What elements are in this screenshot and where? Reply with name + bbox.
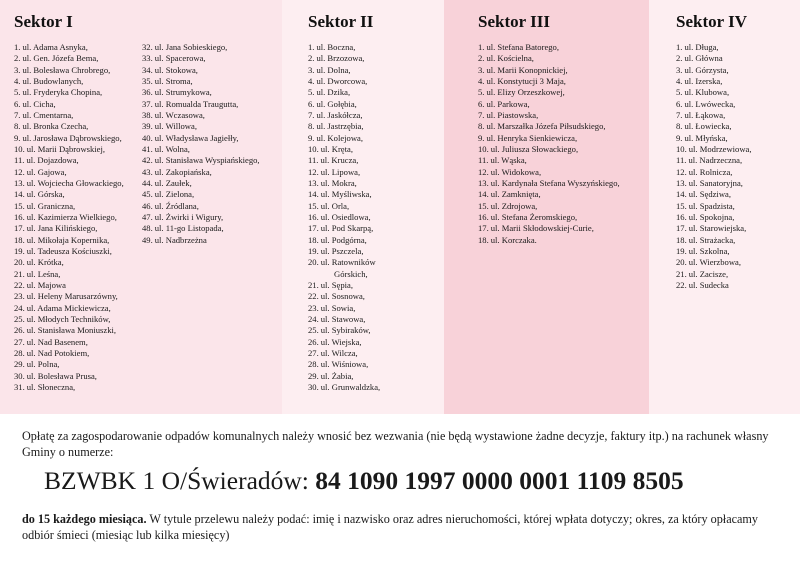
sector-3-title: Sektor III <box>478 12 550 31</box>
street-item: 20. ul. Wierzbowa, <box>676 257 741 268</box>
street-number: 41. <box>142 143 153 154</box>
street-item: 23. ul. Heleny Marusarzówny, <box>14 291 118 302</box>
street-number: 3. <box>676 64 683 75</box>
sector-4-title: Sektor IV <box>676 12 747 31</box>
street-item: 10. ul. Modrzewiowa, <box>676 143 752 154</box>
street-number: 12. <box>676 166 687 177</box>
street-number: 26. <box>14 325 25 336</box>
street-item: 12. ul. Widokowa, <box>478 166 542 177</box>
street-number: 2. <box>478 53 485 64</box>
street-item: 14. ul. Myśliwska, <box>308 189 372 200</box>
street-number: 1. <box>308 42 315 52</box>
street-number: 6. <box>478 98 485 109</box>
street-number: 8. <box>676 121 683 132</box>
street-number: 10. <box>308 143 319 154</box>
street-item: 27. ul. Nad Basenem, <box>14 336 88 347</box>
street-number: 46. <box>142 200 153 211</box>
street-item: 21. ul. Zacisze, <box>676 268 729 279</box>
sector-2-list <box>308 42 380 393</box>
street-item: 3. ul. Dolna, <box>308 64 351 75</box>
street-item: 32. ul. Jana Sobieskiego, <box>142 42 228 52</box>
street-number: 15. <box>14 200 25 211</box>
payment-instructions: Opłatę za zagospodarowanie odpadów komunalnych należy wnosić bez wezwania (nie będą wystawione żadne decyzje, faktury itp.) na rachunek własny Gminy o numerze: <box>22 429 769 459</box>
street-number: 12. <box>308 166 319 177</box>
street-item: 2. ul. Główna <box>676 53 723 64</box>
street-item: 11. ul. Krucza, <box>308 155 359 166</box>
street-item: 24. ul. Adama Mickiewicza, <box>14 302 111 313</box>
street-item: 46. ul. Źródlana, <box>142 200 199 211</box>
sector-3 <box>444 0 649 414</box>
street-item: 8. ul. Marszałka Józefa Piłsudskiego, <box>478 121 606 132</box>
street-item: 2. ul. Kościelna, <box>478 53 534 64</box>
street-item: 7. ul. Jaskółcza, <box>308 109 363 120</box>
sector-1 <box>0 0 282 414</box>
street-item: 5. ul. Fryderyka Chopina, <box>14 87 103 98</box>
account-number: 84 1090 1997 0000 0001 1109 8505 <box>315 466 684 495</box>
street-number: 7. <box>478 109 485 120</box>
street-number: 9. <box>676 132 683 143</box>
street-item: 11. ul. Dojazdowa, <box>14 155 79 166</box>
street-item: 6. ul. Gołębia, <box>308 98 357 109</box>
street-item: 26. ul. Wiejska, <box>308 336 362 347</box>
street-item: 12. ul. Lipowa, <box>308 166 361 177</box>
street-number: 4. <box>308 75 315 86</box>
street-number: 16. <box>308 211 319 222</box>
street-number: 3. <box>478 64 485 75</box>
street-item: 18. ul. Strażacka, <box>676 234 736 245</box>
sector-3-list <box>478 42 620 246</box>
street-number: 1. <box>14 42 21 52</box>
street-number: 3. <box>308 64 315 75</box>
bank-account-line <box>44 466 684 496</box>
street-item: 20. ul. Ratowników <box>308 257 376 268</box>
street-item: 28. ul. Nad Potokiem, <box>14 347 90 358</box>
street-item: 9. ul. Młyńska, <box>676 132 728 143</box>
street-number: 20. <box>14 257 25 268</box>
street-item: 18. ul. Korczaka. <box>478 234 537 245</box>
street-item: 37. ul. Romualda Traugutta, <box>142 98 239 109</box>
street-item: 9. ul. Jarosława Dąbrowskiego, <box>14 132 122 143</box>
street-number: 23. <box>308 302 319 313</box>
street-item: 22. ul. Majowa <box>14 279 66 290</box>
street-number: 5. <box>676 87 683 98</box>
street-item: 22. ul. Sosnowa, <box>308 291 365 302</box>
street-number: 32. <box>142 42 153 52</box>
street-number: 16. <box>14 211 25 222</box>
street-item: 19. ul. Tadeusza Kościuszki, <box>14 245 112 256</box>
street-number: 19. <box>676 245 687 256</box>
street-item: 48. ul. 11-go Listopada, <box>142 223 224 234</box>
street-number: 5. <box>308 87 315 98</box>
street-number: 24. <box>308 313 319 324</box>
street-item: 12. ul. Rolnicza, <box>676 166 733 177</box>
street-item: 47. ul. Żwirki i Wigury, <box>142 211 224 222</box>
street-number: 22. <box>14 279 25 290</box>
street-item: 8. ul. Bronka Czecha, <box>14 121 89 132</box>
street-number: 20. <box>308 257 319 268</box>
street-number: 14. <box>676 189 687 200</box>
street-number: 29. <box>308 370 319 381</box>
street-item: 8. ul. Jastrzębia, <box>308 121 364 132</box>
street-number: 12. <box>14 166 25 177</box>
street-number: 40. <box>142 132 153 143</box>
street-item: 6. ul. Cicha, <box>14 98 56 109</box>
street-number: 17. <box>14 223 25 234</box>
street-number: 48. <box>142 223 153 234</box>
street-item: 17. ul. Marii Skłodowskiej-Curie, <box>478 223 594 234</box>
street-item: 5. ul. Dzika, <box>308 87 351 98</box>
street-item: 30. ul. Bolesława Prusa, <box>14 370 97 381</box>
street-number: 4. <box>478 75 485 86</box>
street-number: 33. <box>142 53 153 64</box>
street-number: 25. <box>308 325 319 336</box>
street-number: 17. <box>478 223 489 234</box>
street-number: 11. <box>478 155 489 166</box>
street-item: 6. ul. Parkowa, <box>478 98 530 109</box>
street-number: 43. <box>142 166 153 177</box>
street-number: 25. <box>14 313 25 324</box>
street-number: 39. <box>142 121 153 132</box>
street-item: 9. ul. Kolejowa, <box>308 132 363 143</box>
street-number: 17. <box>308 223 319 234</box>
street-number: 9. <box>478 132 485 143</box>
street-item: 15. ul. Orla, <box>308 200 350 211</box>
street-number: 20. <box>676 257 687 268</box>
street-item: 45. ul. Zielona, <box>142 189 195 200</box>
street-item: 40. ul. Władysława Jagiełły, <box>142 132 239 143</box>
street-item: 13. ul. Mokra, <box>308 177 357 188</box>
street-item: 43. ul. Zakopiańska, <box>142 166 212 177</box>
sector-4-list <box>676 42 752 291</box>
transfer-details-text: W tytule przelewu należy podać: imię i nazwisko oraz adres nieruchomości, której wpłata dotyczy; okres, za który opłacamy odbiór śmieci (miesiąc lub kilka miesięcy) <box>22 512 758 542</box>
street-item: 4. ul. Konstytucji 3 Maja, <box>478 75 566 86</box>
bank-name: BZWBK 1 O/Świeradów: <box>44 466 316 495</box>
sector-2 <box>282 0 444 414</box>
street-number: 7. <box>14 109 21 120</box>
street-number: 11. <box>676 155 687 166</box>
street-number: 21. <box>14 268 25 279</box>
street-item: 14. ul. Górska, <box>14 189 65 200</box>
street-number: 16. <box>478 211 489 222</box>
street-number: 13. <box>308 177 319 188</box>
street-number: 9. <box>308 132 315 143</box>
street-item: 14. ul. Zamknięta, <box>478 189 541 200</box>
street-item: 16. ul. Kazimierza Wielkiego, <box>14 211 117 222</box>
street-number: 5. <box>478 87 485 98</box>
street-item: 10. ul. Marii Dąbrowskiej, <box>14 143 106 154</box>
street-item: 38. ul. Wczasowa, <box>142 109 205 120</box>
street-item: 31. ul. Słoneczna, <box>14 381 76 392</box>
street-number: 26. <box>308 336 319 347</box>
street-item: 35. ul. Stroma, <box>142 75 193 86</box>
street-item: 15. ul. Zdrojowa, <box>478 200 538 211</box>
street-number: 8. <box>308 121 315 132</box>
street-number: 13. <box>478 177 489 188</box>
street-item: Górskich, <box>334 268 368 279</box>
street-number: 30. <box>14 370 25 381</box>
street-number: 6. <box>14 98 21 109</box>
street-item: 28. ul. Wiśniowa, <box>308 359 369 370</box>
street-number: 38. <box>142 109 153 120</box>
street-item: 33. ul. Spacerowa, <box>142 53 206 64</box>
sector-1-list-col-2 <box>142 42 260 246</box>
street-item: 2. ul. Brzozowa, <box>308 53 365 64</box>
sector-4 <box>649 0 800 414</box>
street-item: 3. ul. Bolesława Chrobrego, <box>14 64 111 75</box>
street-number: 21. <box>308 279 319 290</box>
street-item: 17. ul. Pod Skarpą, <box>308 223 374 234</box>
street-item: 23. ul. Sowia, <box>308 302 356 313</box>
street-number: 2. <box>676 53 683 64</box>
street-number: 8. <box>478 121 485 132</box>
street-item: 16. ul. Stefana Żeromskiego, <box>478 211 578 222</box>
street-item: 39. ul. Willowa, <box>142 121 197 132</box>
street-number: 10. <box>478 143 489 154</box>
street-item: 21. ul. Leśna, <box>14 268 61 279</box>
street-item: 17. ul. Starowiejska, <box>676 223 747 234</box>
street-number: 18. <box>478 234 489 245</box>
street-item: 4. ul. Dworcowa, <box>308 75 368 86</box>
street-number: 6. <box>676 98 683 109</box>
sector-1-title: Sektor I <box>14 12 73 31</box>
street-number: 11. <box>308 155 319 166</box>
street-number: 19. <box>14 245 25 256</box>
street-number: 27. <box>14 336 25 347</box>
street-item: 15. ul. Spadzista, <box>676 200 735 211</box>
street-item: 18. ul. Podgórna, <box>308 234 367 245</box>
street-number: 27. <box>308 347 319 358</box>
street-number: 14. <box>14 189 25 200</box>
street-item: 5. ul. Klubowa, <box>676 87 730 98</box>
street-number: 45. <box>142 189 153 200</box>
street-item: 2. ul. Gen. Józefa Bema, <box>14 53 99 64</box>
transfer-title-instructions <box>22 511 782 543</box>
street-item: 22. ul. Sudecka <box>676 279 729 290</box>
street-item: 16. ul. Spokojna, <box>676 211 735 222</box>
street-number: 4. <box>676 75 683 86</box>
sector-2-title: Sektor II <box>308 12 374 31</box>
street-item: 18. ul. Mikołaja Kopernika, <box>14 234 110 245</box>
street-item: 13. ul. Sanatoryjna, <box>676 177 743 188</box>
street-number: 29. <box>14 359 25 370</box>
street-number: 35. <box>142 75 153 86</box>
street-item: 15. ul. Graniczna, <box>14 200 76 211</box>
street-number: 2. <box>14 53 21 64</box>
street-item: 1. ul. Stefana Batorego, <box>478 42 560 52</box>
street-number: 28. <box>308 359 319 370</box>
street-item: 19. ul. Pszczela, <box>308 245 364 256</box>
street-item: 1. ul. Adama Asnyka, <box>14 42 88 52</box>
street-number: 47. <box>142 211 153 222</box>
street-item: 25. ul. Młodych Techników, <box>14 313 111 324</box>
street-number: 4. <box>14 75 21 86</box>
street-item: 11. ul. Wąska, <box>478 155 527 166</box>
street-number: 12. <box>478 166 489 177</box>
street-item: 25. ul. Sybiraków, <box>308 325 371 336</box>
street-number: 23. <box>14 291 25 302</box>
street-item: 1. ul. Boczna, <box>308 42 356 52</box>
street-number: 49. <box>142 234 153 245</box>
street-item: 17. ul. Jana Kilińskiego, <box>14 223 98 234</box>
street-item: 24. ul. Stawowa, <box>308 313 366 324</box>
street-item: 10. ul. Juliusza Słowackiego, <box>478 143 579 154</box>
street-item: 1. ul. Długa, <box>676 42 719 52</box>
street-number: 22. <box>676 279 687 290</box>
street-number: 44. <box>142 177 153 188</box>
street-number: 15. <box>676 200 687 211</box>
street-number: 24. <box>14 302 25 313</box>
street-number: 42. <box>142 155 153 166</box>
street-number: 14. <box>478 189 489 200</box>
street-number: 19. <box>308 245 319 256</box>
street-number: 10. <box>14 143 25 154</box>
street-number: 31. <box>14 381 25 392</box>
street-item: 6. ul. Lwówecka, <box>676 98 736 109</box>
street-number: 37. <box>142 98 153 109</box>
deadline-text: do 15 każdego miesiąca. <box>22 512 147 526</box>
street-number: 5. <box>14 87 21 98</box>
street-number: 8. <box>14 121 21 132</box>
street-item: 3. ul. Marii Konopnickiej, <box>478 64 568 75</box>
sector-1-list-col-1 <box>14 42 124 393</box>
street-item: 16. ul. Osiedlowa, <box>308 211 371 222</box>
street-number: 15. <box>308 200 319 211</box>
street-item: 42. ul. Stanisława Wyspiańskiego, <box>142 155 260 166</box>
street-item: 12. ul. Gajowa, <box>14 166 67 177</box>
street-item: 19. ul. Szkolna, <box>676 245 730 256</box>
street-item: 5. ul. Elizy Orzeszkowej, <box>478 87 565 98</box>
street-number: 15. <box>478 200 489 211</box>
street-number: 1. <box>676 42 683 52</box>
street-number: 7. <box>308 109 315 120</box>
street-number: 13. <box>676 177 687 188</box>
street-number: 30. <box>308 381 319 392</box>
street-item: 7. ul. Łąkowa, <box>676 109 726 120</box>
street-item: 9. ul. Henryka Sienkiewicza, <box>478 132 578 143</box>
street-number: 2. <box>308 53 315 64</box>
street-number: 9. <box>14 132 21 143</box>
street-number: 21. <box>676 268 687 279</box>
street-item: 29. ul. Polna, <box>14 359 60 370</box>
street-item: 26. ul. Stanisława Moniuszki, <box>14 325 117 336</box>
street-item: 44. ul. Zaułek, <box>142 177 192 188</box>
street-number: 10. <box>676 143 687 154</box>
street-item: 27. ul. Wilcza, <box>308 347 358 358</box>
street-number: 14. <box>308 189 319 200</box>
street-number: 18. <box>676 234 687 245</box>
street-item: 4. ul. Izerska, <box>676 75 723 86</box>
street-number: 18. <box>14 234 25 245</box>
street-number: 16. <box>676 211 687 222</box>
street-item: 13. ul. Wojciecha Głowackiego, <box>14 177 124 188</box>
street-number: 36. <box>142 87 153 98</box>
street-item: 30. ul. Grunwaldzka, <box>308 381 381 392</box>
street-number: 1. <box>478 42 485 52</box>
street-item: 7. ul. Piastowska, <box>478 109 539 120</box>
street-number: 34. <box>142 64 153 75</box>
street-item: 20. ul. Krótka, <box>14 257 64 268</box>
street-item: 49. ul. Nadbrzeżna <box>142 234 207 245</box>
street-item: 11. ul. Nadrzeczna, <box>676 155 743 166</box>
street-number: 13. <box>14 177 25 188</box>
street-item: 21. ul. Sępia, <box>308 279 353 290</box>
street-item: 41. ul. Wolna, <box>142 143 190 154</box>
street-number: 17. <box>676 223 687 234</box>
street-item: 14. ul. Sędziwa, <box>676 189 731 200</box>
street-number: 6. <box>308 98 315 109</box>
street-item: 13. ul. Kardynała Stefana Wyszyńskiego, <box>478 177 620 188</box>
street-item: 29. ul. Żabia, <box>308 370 354 381</box>
street-item: 8. ul. Łowiecka, <box>676 121 732 132</box>
street-number: 11. <box>14 155 25 166</box>
street-item: 7. ul. Cmentarna, <box>14 109 74 120</box>
street-item: 36. ul. Strumykowa, <box>142 87 212 98</box>
street-number: 22. <box>308 291 319 302</box>
street-item: 10. ul. Kręta, <box>308 143 353 154</box>
street-number: 7. <box>676 109 683 120</box>
street-item: 3. ul. Górzysta, <box>676 64 729 75</box>
street-item: 34. ul. Stokowa, <box>142 64 198 75</box>
street-number: 3. <box>14 64 21 75</box>
street-number: 18. <box>308 234 319 245</box>
street-item: 4. ul. Budowlanych, <box>14 75 84 86</box>
street-number: 28. <box>14 347 25 358</box>
